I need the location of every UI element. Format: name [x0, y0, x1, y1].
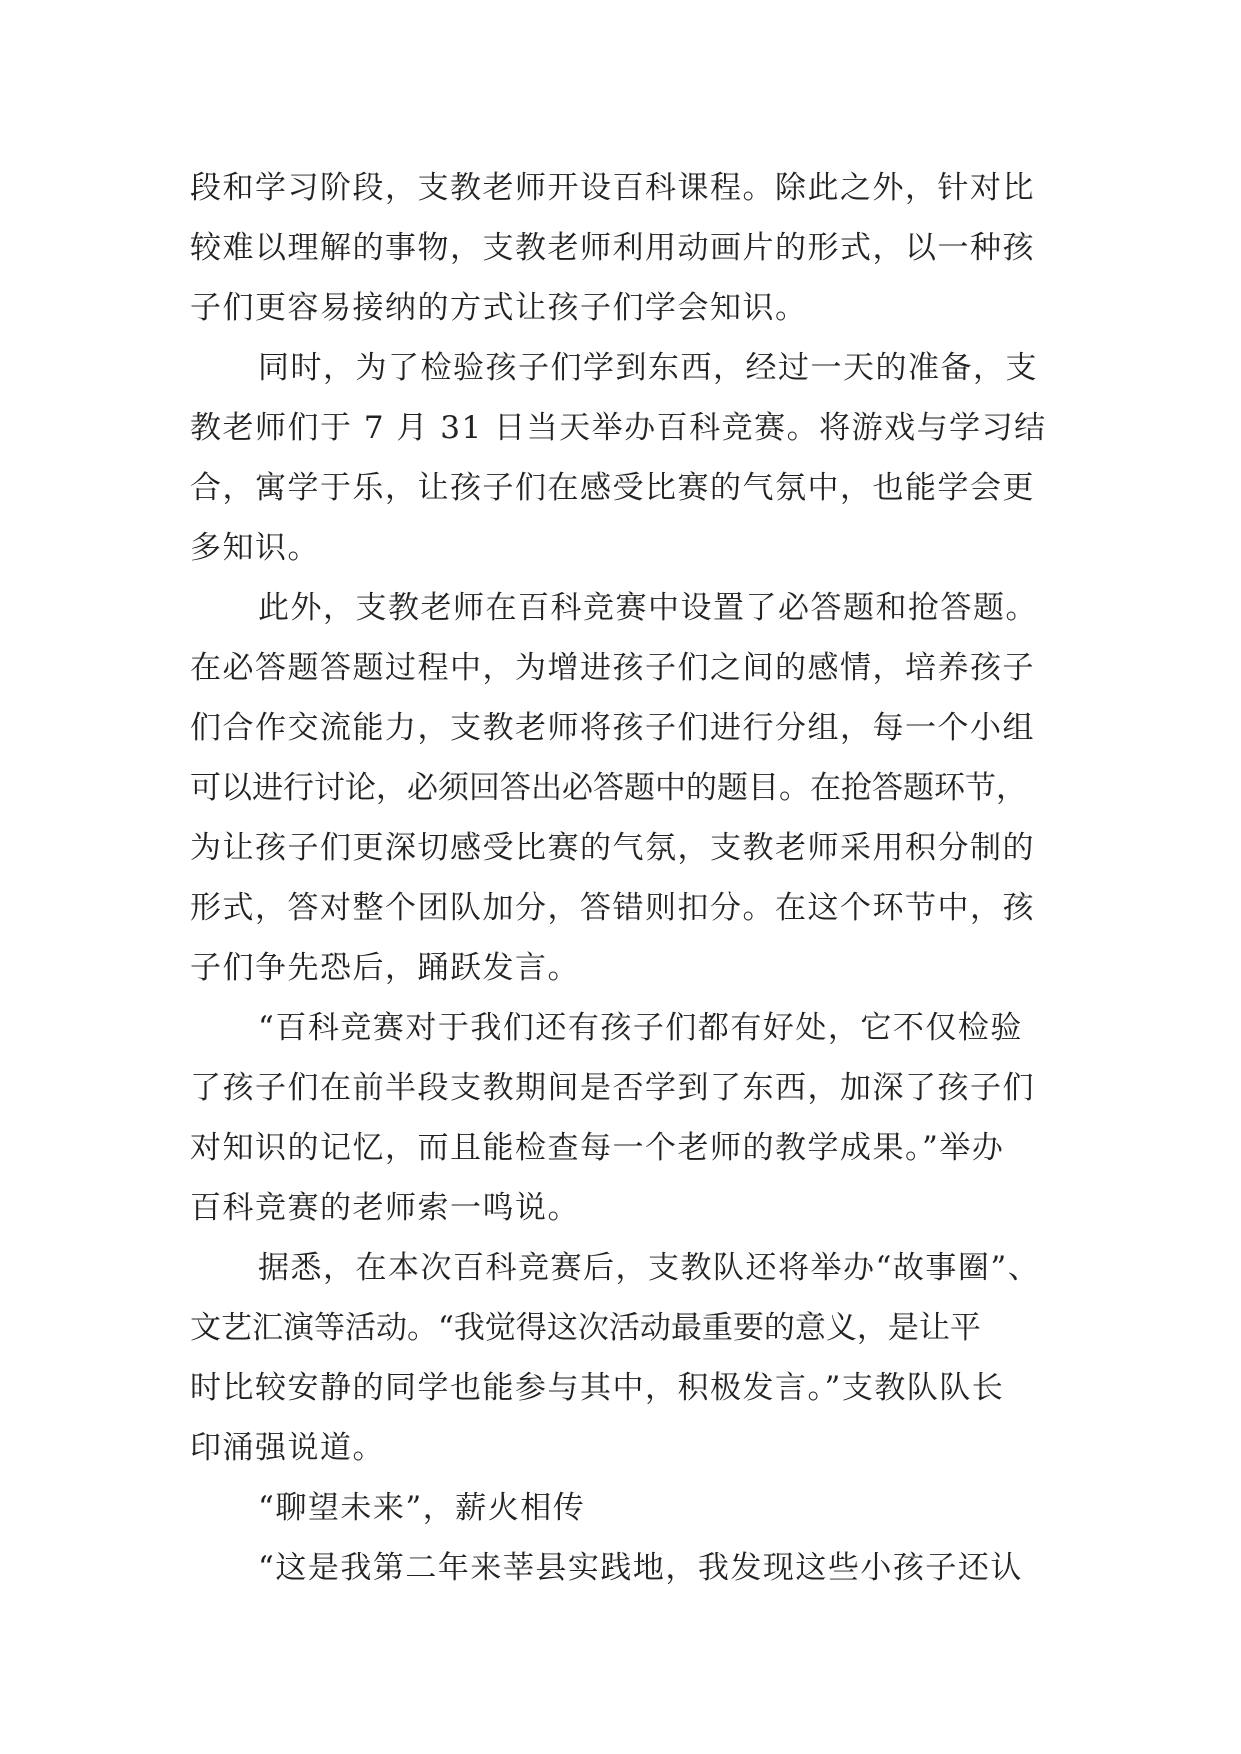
paragraph-start-line: “百科竞赛对于我们还有孩子们都有好处，它不仅检验	[258, 1010, 1023, 1046]
text-line: 形式，答对整个团队加分，答错则扣分。在这个环节中，孩	[190, 890, 1035, 926]
text-line: 印涌强说道。	[190, 1430, 385, 1466]
text-line: 较难以理解的事物，支教老师利用动画片的形式，以一种孩	[190, 230, 1035, 266]
paragraph-start-line: “这是我第二年来莘县实践地，我发现这些小孩子还认	[258, 1550, 1023, 1586]
text-line: 为让孩子们更深切感受比赛的气氛，支教老师采用积分制的	[190, 830, 1035, 866]
text-line: 了孩子们在前半段支教期间是否学到了东西，加深了孩子们	[190, 1070, 1035, 1106]
paragraph-start-line: 此外，支教老师在百科竞赛中设置了必答题和抢答题。	[258, 590, 1038, 626]
text-line: 对知识的记忆，而且能检查每一个老师的教学成果。”举办	[190, 1130, 1005, 1166]
text-line: 文艺汇演等活动。“我觉得这次活动最重要的意义，是让平	[190, 1310, 981, 1346]
text-line: 子们更容易接纳的方式让孩子们学会知识。	[190, 290, 808, 326]
text-line: 段和学习阶段，支教老师开设百科课程。除此之外，针对比	[190, 170, 1035, 206]
text-line: 在必答题答题过程中，为增进孩子们之间的感情，培养孩子	[190, 650, 1035, 686]
paragraph-start-line: 据悉，在本次百科竞赛后，支教队还将举办“故事圈”、	[258, 1250, 1041, 1286]
text-line: 们合作交流能力，支教老师将孩子们进行分组，每一个小组	[190, 710, 1035, 746]
paragraph-start-line: 同时，为了检验孩子们学到东西，经过一天的准备，支	[258, 350, 1038, 386]
text-line: 合，寓学于乐，让孩子们在感受比赛的气氛中，也能学会更	[190, 470, 1035, 506]
text-line: 百科竞赛的老师索一鸣说。	[190, 1190, 580, 1226]
text-line: 教老师们于 7 月 31 日当天举办百科竞赛。将游戏与学习结	[190, 410, 1047, 446]
text-line: 多知识。	[190, 530, 320, 566]
text-line: 时比较安静的同学也能参与其中，积极发言。”支教队队长	[190, 1370, 1005, 1406]
text-line: 可以进行讨论，必须回答出必答题中的题目。在抢答题环节，	[190, 770, 1027, 806]
text-line: 子们争先恐后，踊跃发言。	[190, 950, 580, 986]
section-heading: “聊望未来”，薪火相传	[258, 1490, 586, 1526]
document-body	[190, 158, 1065, 1598]
